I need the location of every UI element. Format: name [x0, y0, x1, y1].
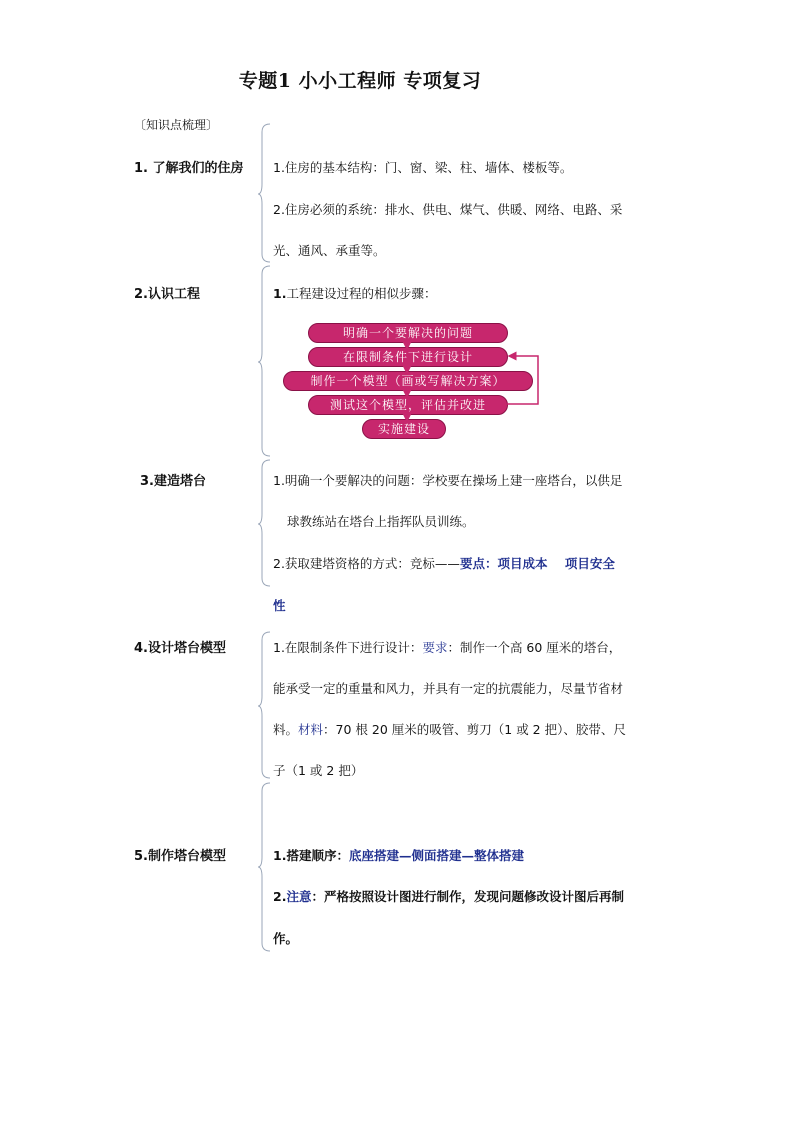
section-4-line-3-rest: ：70 根 20 厘米的吸管、剪刀（1 或 2 把）、胶带、尺 [323, 722, 626, 737]
section-3-line-1: 1.明确一个要解决的问题：学校要在操场上建一座塔台，以供足 [273, 473, 623, 488]
section-1-label: 1. 了解我们的住房 [134, 161, 244, 176]
brace-3 [258, 460, 272, 588]
section-4-line-1-rest: ：制作一个高 60 厘米的塔台， [447, 640, 622, 655]
section-5-line-2-prefix: 2. [273, 889, 287, 904]
flow-arrows [270, 320, 560, 440]
section-3-key: 要点： [459, 556, 498, 571]
section-3-line-3-prefix: 2.获取建塔资格的方式：竞标—— [273, 556, 460, 571]
section-3-label: 3.建造塔台 [140, 474, 206, 489]
section-4-line-3-prefix: 料。 [273, 722, 299, 737]
flow-step-1: 明确一个要解决的问题 [308, 323, 508, 343]
section-4-line-1-prefix: 1.在限制条件下进行设计： [273, 640, 423, 655]
section-2-line-1-num: 1. [273, 286, 287, 301]
section-2-line-1 [273, 284, 436, 302]
flow-step-4: 测试这个模型，评估并改进 [308, 395, 508, 415]
section-2-line-1-text: 工程建设过程的相似步骤： [286, 286, 437, 301]
section-4-line-1 [273, 638, 621, 656]
section-5-line-1-prefix: 1.搭建顺序： [273, 848, 349, 863]
section-4-label: 4.设计塔台模型 [134, 641, 226, 656]
section-header: 〔知识点梳理〕 [134, 118, 219, 132]
section-4-line-4: 子（1 或 2 把） [273, 763, 364, 778]
section-3-line-2: 球教练站在塔台上指挥队员训练。 [287, 514, 475, 529]
section-4-line-2: 能承受一定的重量和风力，并具有一定的抗震能力，尽量节省材 [273, 681, 624, 696]
flow-step-2: 在限制条件下进行设计 [308, 347, 508, 367]
section-1-line-1: 1.住房的基本结构：门、窗、梁、柱、墙体、楼板等。 [273, 160, 573, 175]
section-5-label: 5.制作塔台模型 [134, 849, 226, 864]
section-5-order-key: 底座搭建—侧面搭建—整体搭建 [348, 848, 524, 863]
section-1-line-2: 2.住房必须的系统：排水、供电、煤气、供暖、网络、电路、采 [273, 202, 623, 217]
section-3-line-3 [273, 554, 615, 572]
section-1-line-3: 光、通风、承重等。 [273, 243, 386, 258]
section-5-line-3: 作。 [273, 931, 299, 946]
brace-1 [258, 124, 272, 264]
page-title: 专题1 小小工程师 专项复习 [238, 70, 482, 92]
section-5-line-1 [273, 846, 524, 864]
flow-step-3: 制作一个模型（画或写解决方案） [283, 371, 533, 391]
brace-5 [258, 783, 272, 953]
section-3-points: 项目成本 项目安全 [497, 556, 615, 571]
brace-4 [258, 632, 272, 780]
section-5-note-key: 注意 [286, 889, 312, 904]
section-4-requirement-key: 要求 [422, 640, 448, 655]
section-5-line-2 [273, 887, 624, 905]
flow-step-5: 实施建设 [362, 419, 446, 439]
section-5-line-2-rest: ：严格按照设计图进行制作，发现问题修改设计图后再制 [311, 889, 624, 904]
section-3-line-4: 性 [273, 598, 286, 613]
section-4-material-key: 材料 [298, 722, 324, 737]
section-2-label: 2.认识工程 [134, 287, 200, 302]
section-4-line-3 [273, 720, 626, 738]
